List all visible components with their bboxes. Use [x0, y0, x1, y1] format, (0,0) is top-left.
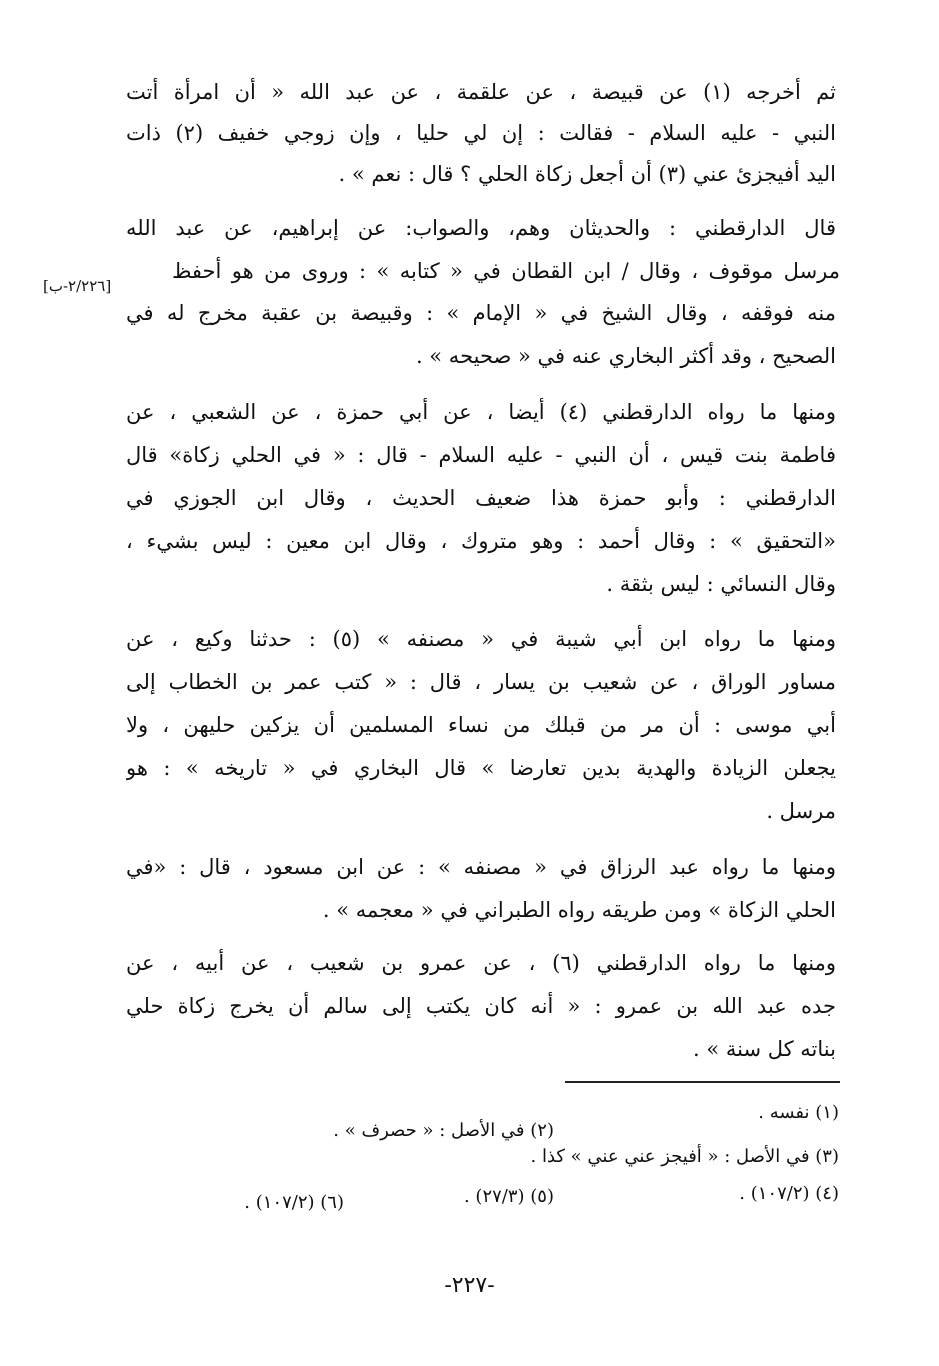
- text-line: فاطمة بنت قيس ، أن النبي - عليه السلام - قال : « في الحلي زكاة» قال: [126, 443, 836, 467]
- text-line: ثم أخرجه (١) عن قبيصة ، عن علقمة ، عن عبد الله « أن امرأة أتت: [126, 80, 836, 104]
- page-number: -٢٢٧-: [444, 1273, 495, 1298]
- text-line: «التحقيق » : وقال أحمد : وهو متروك ، وقال ابن معين : ليس بشيء ،: [126, 529, 836, 553]
- text-line: ومنها ما رواه عبد الرزاق في « مصنفه » : عن ابن مسعود ، قال : «في: [126, 855, 836, 879]
- text-line: ومنها ما رواه الدارقطني (٦) ، عن عمرو بن شعيب ، عن أبيه ، عن: [126, 951, 836, 975]
- margin-folio-note: [٢/٢٢٦-ب]: [43, 277, 112, 295]
- text-line: الصحيح ، وقد أكثر البخاري عنه في « صحيحه » .: [415, 344, 836, 368]
- text-line: ومنها ما رواه ابن أبي شيبة في « مصنفه » (٥) : حدثنا وكيع ، عن: [126, 627, 836, 651]
- footnote-2: (٢) في الأصل : « حصرف » .: [333, 1120, 554, 1141]
- footnote-1: (١) نفسه .: [758, 1102, 839, 1123]
- footnote-5: (٥) (٢٧/٣) .: [463, 1186, 554, 1207]
- text-line: مساور الوراق ، عن شعيب بن يسار ، قال : « كتب عمر بن الخطاب إلى: [126, 670, 836, 694]
- footnote-3: (٣) في الأصل : « أفيجز عني عني » كذا .: [530, 1146, 839, 1167]
- text-line: ومنها ما رواه الدارقطني (٤) أيضا ، عن أبي حمزة ، عن الشعبي ، عن: [126, 400, 836, 424]
- footnote-6: (٦) (١٠٧/٢) .: [244, 1192, 344, 1213]
- text-line: يجعلن الزيادة والهدية بدين تعارضا » قال البخاري في « تاريخه » : هو: [126, 756, 836, 780]
- text-line: اليد أفيجزئ عني (٣) أن أجعل زكاة الحلي ؟ قال : نعم » .: [338, 162, 836, 186]
- footnote-divider: [565, 1081, 840, 1083]
- text-line: بناته كل سنة » .: [692, 1037, 836, 1061]
- text-line: الدارقطني : وأبو حمزة هذا ضعيف الحديث ، وقال ابن الجوزي في: [126, 486, 836, 510]
- text-line: الحلي الزكاة » ومن طريقه رواه الطبراني في « معجمه » .: [322, 898, 836, 922]
- text-line: قال الدارقطني : والحديثان وهم، والصواب: عن إبراهيم، عن عبد الله: [126, 216, 836, 240]
- text-line: جده عبد الله بن عمرو : « أنه كان يكتب إلى سالم أن يخرج زكاة حلي: [126, 994, 836, 1018]
- text-line: مرسل موقوف ، وقال / ابن القطان في « كتابه » : وروى من هو أحفظ: [172, 259, 840, 283]
- text-line: مرسل .: [766, 799, 836, 823]
- text-line: منه فوقفه ، وقال الشيخ في « الإمام » : وقبيصة بن عقبة مخرج له في: [126, 301, 836, 325]
- text-line: أبي موسى : أن مر من قبلك من نساء المسلمين أن يزكين حليهن ، ولا: [126, 713, 836, 737]
- text-line: النبي - عليه السلام - فقالت : إن لي حليا ، وإن زوجي خفيف (٢) ذات: [126, 121, 836, 145]
- footnote-4: (٤) (١٠٧/٢) .: [739, 1183, 839, 1204]
- text-line: وقال النسائي : ليس بثقة .: [606, 572, 836, 596]
